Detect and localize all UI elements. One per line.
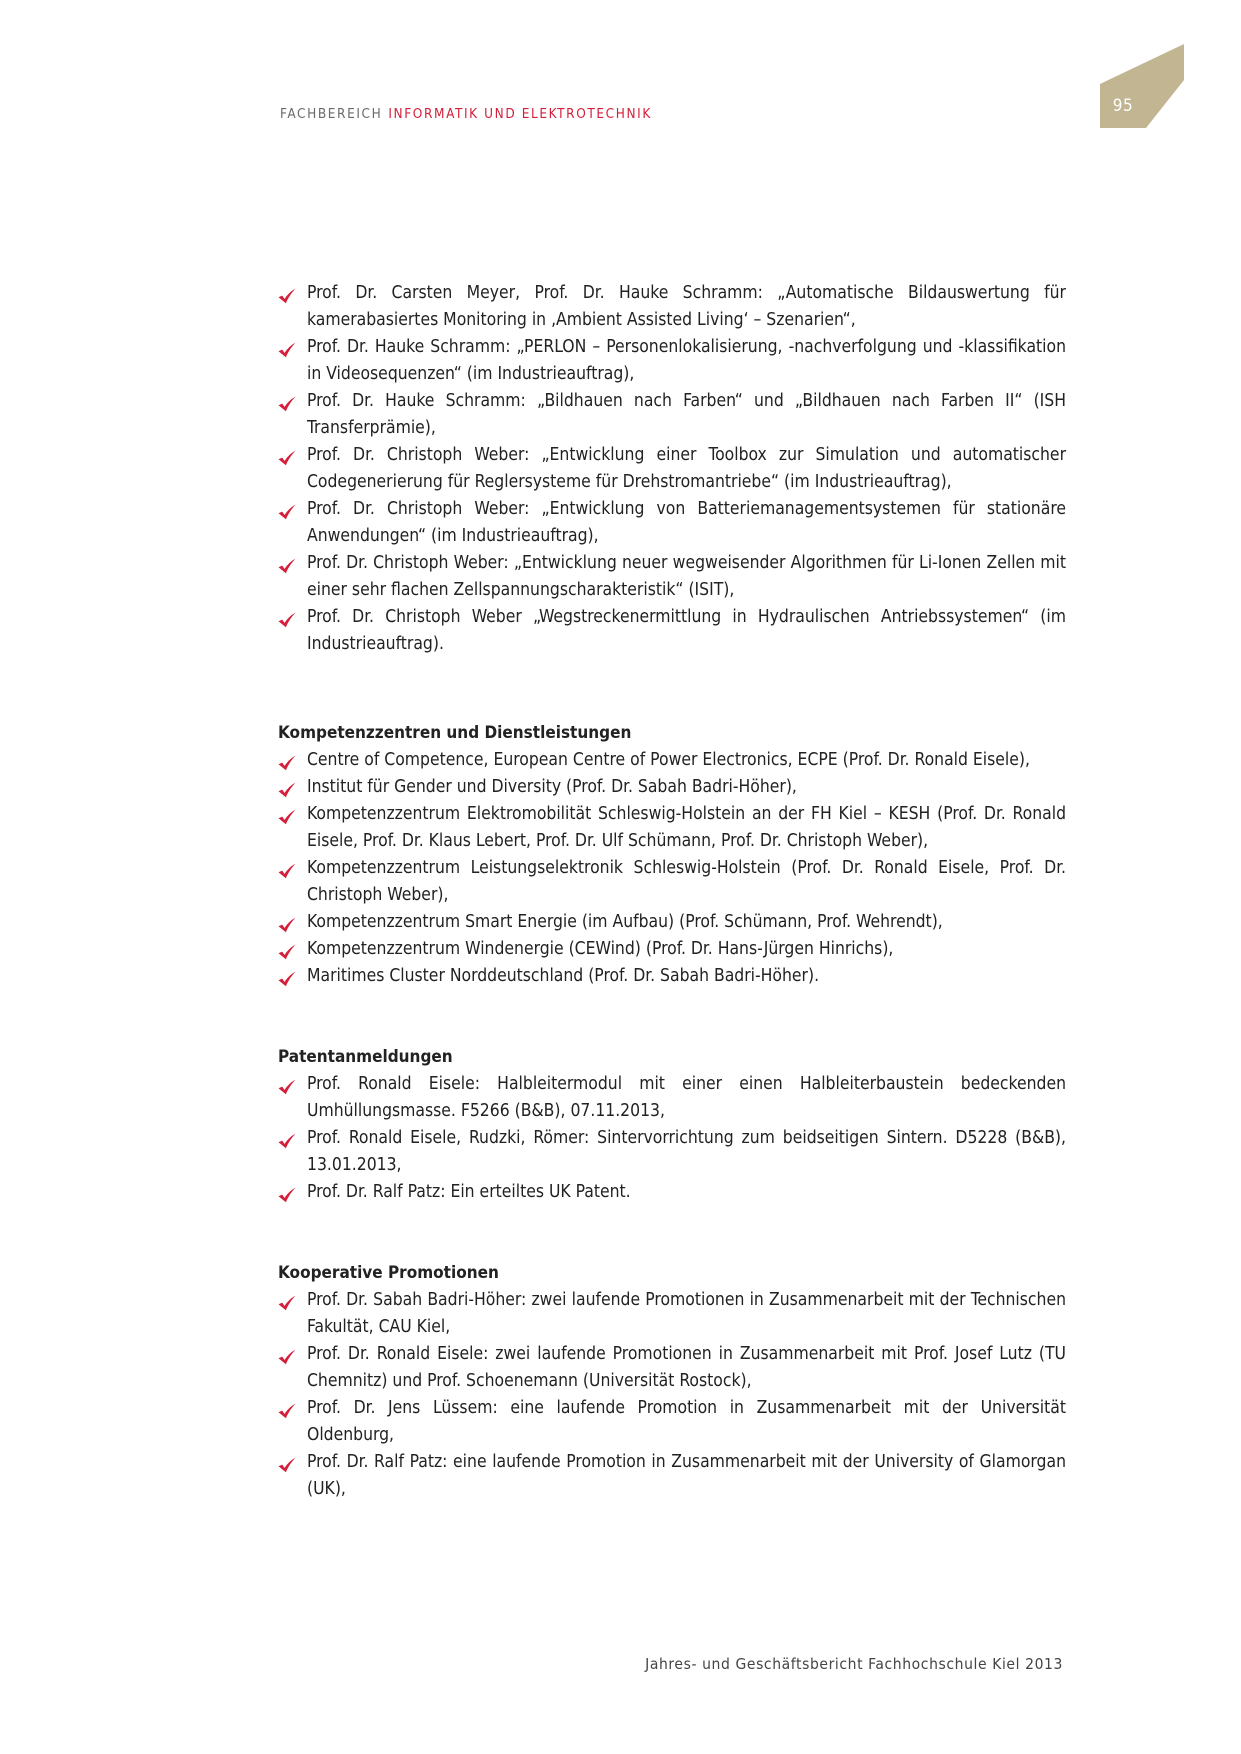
list-item bbox=[278, 1287, 1066, 1341]
red-checkmark-icon bbox=[278, 1455, 296, 1471]
page-footer: Jahres- und Geschäftsbericht Fachhochschule Kiel 2013 bbox=[645, 1655, 1063, 1673]
red-checkmark-icon bbox=[278, 1293, 296, 1309]
section-2 bbox=[278, 720, 1066, 990]
section-3 bbox=[278, 1044, 1066, 1206]
list-item-text: Prof. Dr. Hauke Schramm: „Bildhauen nach Farben“ und „Bildhauen nach Farben II“ (ISH Transferprämie), bbox=[307, 391, 1066, 438]
red-checkmark-icon bbox=[278, 1347, 296, 1363]
red-checkmark-icon bbox=[278, 1185, 296, 1201]
list-item bbox=[278, 1179, 1066, 1206]
bullet-list bbox=[278, 747, 1066, 990]
red-checkmark-icon bbox=[278, 807, 296, 823]
list-item-text: Prof. Ronald Eisele, Rudzki, Römer: Sintervorrichtung zum beidseitigen Sintern. D5228 (B&B), 13.01.2013, bbox=[307, 1128, 1066, 1175]
list-item-text: Prof. Dr. Jens Lüssem: eine laufende Promotion in Zusammenarbeit mit der Universität Oldenburg, bbox=[307, 1398, 1066, 1445]
list-item bbox=[278, 909, 1066, 936]
list-item bbox=[278, 442, 1066, 496]
list-item bbox=[278, 1341, 1066, 1395]
section-heading: Kompetenzzentren und Dienstleistungen bbox=[278, 723, 632, 743]
list-item bbox=[278, 936, 1066, 963]
list-item bbox=[278, 388, 1066, 442]
list-item-text: Prof. Ronald Eisele: Halbleitermodul mit einer einen Halbleiterbaustein bedeckenden Umhüllungsmasse. F5266 (B&B), 07.11.2013, bbox=[307, 1074, 1066, 1121]
list-item-text: Prof. Dr. Ralf Patz: Ein erteiltes UK Patent. bbox=[307, 1182, 631, 1202]
section-heading: Patentanmeldungen bbox=[278, 1047, 453, 1067]
list-item-text: Prof. Dr. Christoph Weber: „Entwicklung neuer wegweisender Algorithmen für Li-Ionen Zellen mit einer sehr flachen Zellspannungscharakteristik“ (ISIT), bbox=[307, 553, 1066, 600]
red-checkmark-icon bbox=[278, 502, 296, 518]
section-heading: Kooperative Promotionen bbox=[278, 1263, 499, 1283]
red-checkmark-icon bbox=[278, 394, 296, 410]
list-item bbox=[278, 801, 1066, 855]
bullet-list bbox=[278, 1287, 1066, 1503]
list-item-text: Prof. Dr. Carsten Meyer, Prof. Dr. Hauke Schramm: „Automatische Bildauswertung für kamerabasiertes Monitoring in ‚Ambient Assisted Living‘ – Szenarien“, bbox=[307, 283, 1066, 330]
section-1 bbox=[278, 280, 1066, 658]
section-4 bbox=[278, 1260, 1066, 1503]
red-checkmark-icon bbox=[278, 448, 296, 464]
red-checkmark-icon bbox=[278, 1077, 296, 1093]
list-item bbox=[278, 496, 1066, 550]
list-item bbox=[278, 963, 1066, 990]
page-number: 95 bbox=[1112, 96, 1134, 116]
list-item-text: Kompetenzzentrum Elektromobilität Schleswig-Holstein an der FH Kiel – KESH (Prof. Dr. Ronald Eisele, Prof. Dr. Klaus Lebert, Prof. Dr. Ulf Schümann, Prof. Dr. Christoph Weber), bbox=[307, 804, 1066, 851]
list-item-text: Prof. Dr. Ralf Patz: eine laufende Promotion in Zusammenarbeit mit der University of Glamorgan (UK), bbox=[307, 1452, 1066, 1499]
list-item bbox=[278, 550, 1066, 604]
list-item-text: Kompetenzzentrum Windenergie (CEWind) (Prof. Dr. Hans-Jürgen Hinrichs), bbox=[307, 939, 894, 959]
list-item bbox=[278, 334, 1066, 388]
list-item-text: Prof. Dr. Ronald Eisele: zwei laufende Promotionen in Zusammenarbeit mit Prof. Josef Lutz (TU Chemnitz) und Prof. Schoenemann (Universität Rostock), bbox=[307, 1344, 1066, 1391]
list-item-text: Kompetenzzentrum Smart Energie (im Aufbau) (Prof. Schümann, Prof. Wehrendt), bbox=[307, 912, 943, 932]
list-item bbox=[278, 1071, 1066, 1125]
list-item-text: Kompetenzzentrum Leistungselektronik Schleswig-Holstein (Prof. Dr. Ronald Eisele, Prof. Dr. Christoph Weber), bbox=[307, 858, 1066, 905]
list-item-text: Institut für Gender und Diversity (Prof. Dr. Sabah Badri-Höher), bbox=[307, 777, 797, 797]
bullet-list bbox=[278, 1071, 1066, 1206]
running-head-label: FACHBEREICH bbox=[280, 106, 383, 122]
red-checkmark-icon bbox=[278, 556, 296, 572]
red-checkmark-icon bbox=[278, 340, 296, 356]
red-checkmark-icon bbox=[278, 969, 296, 985]
list-item-text: Maritimes Cluster Norddeutschland (Prof. Dr. Sabah Badri-Höher). bbox=[307, 966, 820, 986]
bullet-list bbox=[278, 280, 1066, 658]
list-item bbox=[278, 1395, 1066, 1449]
list-item-text: Prof. Dr. Christoph Weber: „Entwicklung von Batteriemanagementsystemen für stationäre Anwendungen“ (im Industrieauftrag), bbox=[307, 499, 1066, 546]
red-checkmark-icon bbox=[278, 942, 296, 958]
list-item bbox=[278, 774, 1066, 801]
list-item-text: Prof. Dr. Hauke Schramm: „PERLON – Personenlokalisierung, -nachverfolgung und -klassifikation in Videosequenzen“ (im Industrieauftrag), bbox=[307, 337, 1066, 384]
list-item bbox=[278, 1449, 1066, 1503]
red-checkmark-icon bbox=[278, 915, 296, 931]
list-item bbox=[278, 1125, 1066, 1179]
list-item bbox=[278, 855, 1066, 909]
list-item bbox=[278, 604, 1066, 658]
running-head-department: INFORMATIK UND ELEKTROTECHNIK bbox=[388, 106, 652, 122]
list-item bbox=[278, 280, 1066, 334]
list-item-text: Centre of Competence, European Centre of Power Electronics, ECPE (Prof. Dr. Ronald Eisele), bbox=[307, 750, 1030, 770]
list-item-text: Prof. Dr. Christoph Weber „Wegstreckenermittlung in Hydraulischen Antriebssystemen“ (im Industrieauftrag). bbox=[307, 607, 1066, 654]
red-checkmark-icon bbox=[278, 1401, 296, 1417]
red-checkmark-icon bbox=[278, 861, 296, 877]
main-content bbox=[278, 280, 1066, 1557]
red-checkmark-icon bbox=[278, 753, 296, 769]
red-checkmark-icon bbox=[278, 780, 296, 796]
running-head bbox=[280, 106, 652, 122]
list-item-text: Prof. Dr. Christoph Weber: „Entwicklung einer Toolbox zur Simulation und automatischer Codegenerierung für Reglersysteme für Drehstromantriebe“ (im Industrieauftrag), bbox=[307, 445, 1066, 492]
red-checkmark-icon bbox=[278, 610, 296, 626]
list-item-text: Prof. Dr. Sabah Badri-Höher: zwei laufende Promotionen in Zusammenarbeit mit der Technischen Fakultät, CAU Kiel, bbox=[307, 1290, 1066, 1337]
red-checkmark-icon bbox=[278, 286, 296, 302]
list-item bbox=[278, 747, 1066, 774]
red-checkmark-icon bbox=[278, 1131, 296, 1147]
